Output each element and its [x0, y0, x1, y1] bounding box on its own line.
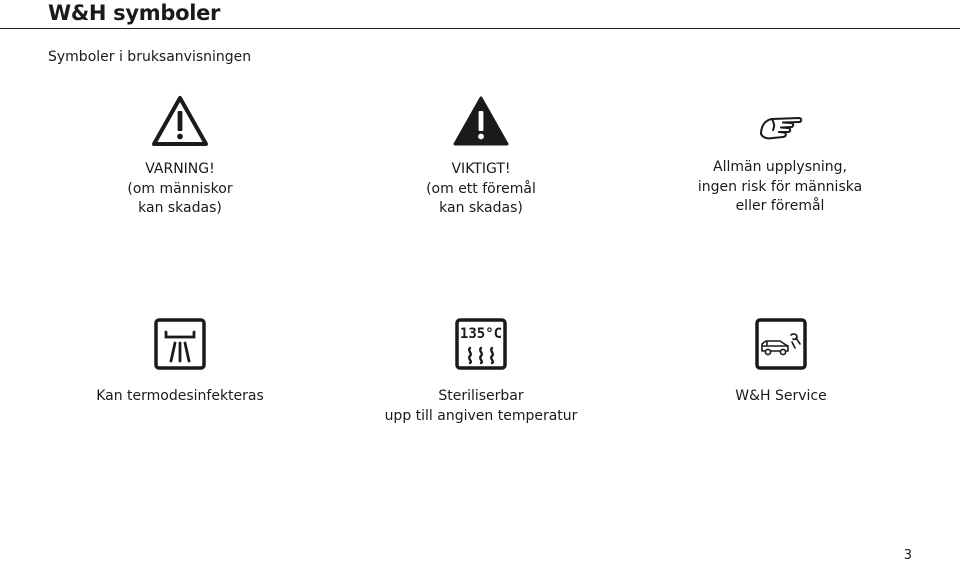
warning-outline-triangle-icon [150, 94, 210, 148]
caption-line: W&H Service [735, 388, 827, 404]
page-header [0, 0, 960, 29]
warning-filled-triangle-icon [451, 94, 511, 148]
symbol-information [680, 112, 880, 217]
thermo-disinfector-icon [154, 318, 206, 370]
service-van-icon [755, 318, 807, 370]
caption-line: VIKTIGT! [451, 161, 511, 177]
caption-line: VARNING! [145, 161, 215, 177]
temperature-label: 135°C [459, 326, 503, 342]
symbol-important [391, 94, 571, 219]
symbol-thermo-disinfection-caption [96, 387, 264, 407]
caption-line: Kan termodesinfekteras [96, 388, 264, 404]
caption-line: upp till angiven temperatur [384, 407, 578, 424]
caption-line: Allmän upplysning, [713, 159, 847, 175]
symbol-thermo-disinfection [80, 318, 280, 407]
caption-line: Steriliserbar [438, 388, 524, 404]
symbol-information-caption [698, 158, 862, 217]
symbol-warning-caption [127, 160, 232, 219]
caption-line: ingen risk för människa [697, 178, 863, 195]
caption-line: (om människor [127, 180, 233, 197]
caption-line: eller föremål [735, 198, 825, 214]
sterilizable-icon [455, 318, 507, 370]
symbol-sterilizable-caption [385, 387, 578, 426]
symbol-service-caption [735, 387, 826, 407]
symbol-sterilizable [371, 318, 591, 426]
symbol-warning [90, 94, 270, 219]
symbol-service [681, 318, 881, 407]
pointing-hand-icon [755, 112, 805, 148]
caption-line: kan skadas) [138, 200, 222, 216]
caption-line: (om ett föremål [426, 180, 536, 197]
symbol-important-caption [426, 160, 536, 219]
page-title: W&H symboler [48, 1, 221, 25]
page-number: 3 [903, 548, 912, 563]
section-subtitle: Symboler i bruksanvisningen [48, 49, 252, 65]
caption-line: kan skadas) [439, 200, 523, 216]
